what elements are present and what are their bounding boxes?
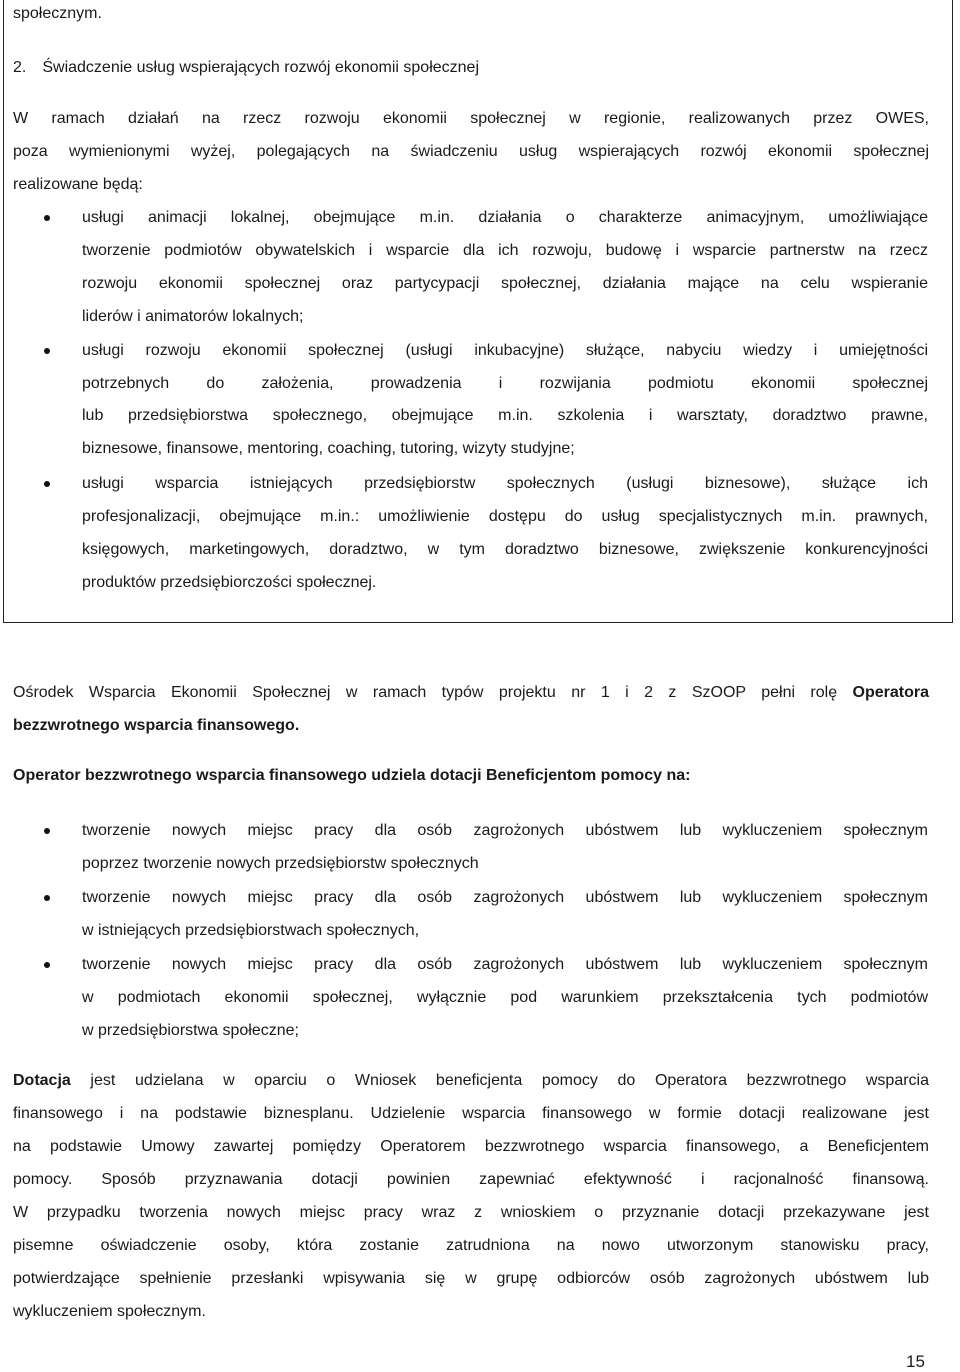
section-heading: 2. Świadczenie usług wspierających rozwój ekonomii społecznej	[13, 59, 479, 76]
list-item-line: tworzenie podmiotów obywatelskich i wsparcie dla ich rozwoju, budowę i wsparcie partnerstw na rzecz	[82, 242, 928, 259]
list-item-line: usługi rozwoju ekonomii społecznej (usługi inkubacyjne) służące, nabyciu wiedzy i umiejętności	[82, 342, 928, 359]
dotacja-paragraph-line	[13, 1071, 929, 1091]
list-item-line: potrzebnych do założenia, prowadzenia i rozwijania podmiotu ekonomii społecznej	[82, 375, 928, 392]
operator-paragraph-line	[13, 716, 299, 736]
list-item-line: tworzenie nowych miejsc pracy dla osób zagrożonych ubóstwem lub wykluczeniem społecznym	[82, 822, 928, 839]
list-item-line: produktów przedsiębiorczości społecznej.	[82, 574, 377, 591]
intro-line: W ramach działań na rzecz rozwoju ekonomii społecznej w regionie, realizowanych przez OWES,	[13, 110, 929, 127]
bullet-icon	[44, 895, 50, 901]
dotacja-paragraph-line: pisemne oświadczenie osoby, która zostanie zatrudniona na nowo utworzonym stanowisku pracy,	[13, 1237, 929, 1254]
operator-text: Ośrodek Wsparcia Ekonomii Społecznej w ramach typów projektu nr 1 i 2 z SzOOP pełni rolę	[13, 684, 853, 701]
dotacja-paragraph-line: finansowego i na podstawie biznesplanu. Udzielenie wsparcia finansowego w formie dotacji realizowane jest	[13, 1105, 929, 1122]
list-item-line: w istniejących przedsiębiorstwach społecznych,	[82, 922, 420, 939]
grant-heading-text: Operator bezzwrotnego wsparcia finansowego udziela dotacji Beneficjentom pomocy na:	[13, 767, 691, 784]
list-item-line: usługi animacji lokalnej, obejmujące m.in. działania o charakterze animacyjnym, umożliwiające	[82, 209, 928, 226]
intro-line: realizowane będą:	[13, 176, 143, 193]
dotacja-paragraph-line: potwierdzające spełnienie przesłanki wpisywania się w grupę odbiorców osób zagrożonych ubóstwem lub	[13, 1270, 929, 1287]
dotacja-text: jest udzielana w oparciu o Wniosek beneficjenta pomocy do Operatora bezzwrotnego wsparcia	[70, 1072, 929, 1089]
intro-line: poza wymienionymi wyżej, polegających na świadczeniu usług wspierających rozwój ekonomii społecznej	[13, 143, 929, 160]
list-item-line: w podmiotach ekonomii społecznej, wyłącznie pod warunkiem przekształcenia tych podmiotów	[82, 989, 928, 1006]
dotacja-paragraph-line: W przypadku tworzenia nowych miejsc pracy wraz z wnioskiem o przyznanie dotacji przekazywane jest	[13, 1204, 929, 1221]
list-item-line: usługi wsparcia istniejących przedsiębiorstw społecznych (usługi biznesowe), służące ich	[82, 475, 928, 492]
operator-bold-text: Operatora	[852, 684, 929, 701]
list-item-line: liderów i animatorów lokalnych;	[82, 308, 304, 325]
bullet-icon	[44, 828, 50, 834]
list-item-line: księgowych, marketingowych, doradztwo, w tym doradztwo biznesowe, zwiększenie konkurencyjności	[82, 541, 928, 558]
dotacja-paragraph-line: pomocy. Sposób przyznawania dotacji powinien zapewniać efektywność i racjonalność finansową.	[13, 1171, 929, 1188]
dotacja-paragraph-line: wykluczeniem społecznym.	[13, 1303, 206, 1320]
list-item-line: profesjonalizacji, obejmujące m.in.: umożliwienie dostępu do usług specjalistycznych m.in. prawnych,	[82, 508, 928, 525]
dotacja-bold-text: Dotacja	[13, 1072, 71, 1089]
list-item-line: w przedsiębiorstwa społeczne;	[82, 1022, 299, 1039]
operator-bold-text: bezzwrotnego wsparcia finansowego.	[13, 717, 300, 734]
bullet-icon	[44, 348, 50, 354]
list-item-line: tworzenie nowych miejsc pracy dla osób zagrożonych ubóstwem lub wykluczeniem społecznym	[82, 956, 928, 973]
bullet-icon	[44, 962, 50, 968]
list-item-line: biznesowe, finansowe, mentoring, coaching, tutoring, wizyty studyjne;	[82, 440, 575, 457]
list-item-line: rozwoju ekonomii społecznej oraz partycypacji społecznej, działania mające na celu wspieranie	[82, 275, 928, 292]
bullet-icon	[44, 215, 50, 221]
page-number: 15	[906, 1352, 925, 1371]
operator-paragraph-line	[13, 683, 929, 703]
list-item-line: tworzenie nowych miejsc pracy dla osób zagrożonych ubóstwem lub wykluczeniem społecznym	[82, 889, 928, 906]
dotacja-paragraph-line: na podstawie Umowy zawartej pomiędzy Operatorem bezzwrotnego wsparcia finansowego, a Beneficjentem	[13, 1138, 929, 1155]
bullet-icon	[44, 481, 50, 487]
list-item-line: lub przedsiębiorstwa społecznego, obejmujące m.in. szkolenia i warsztaty, doradztwo prawne,	[82, 407, 928, 424]
top-fragment: społecznym.	[13, 5, 102, 22]
grant-heading	[13, 766, 690, 786]
list-item-line: poprzez tworzenie nowych przedsiębiorstw społecznych	[82, 855, 479, 872]
